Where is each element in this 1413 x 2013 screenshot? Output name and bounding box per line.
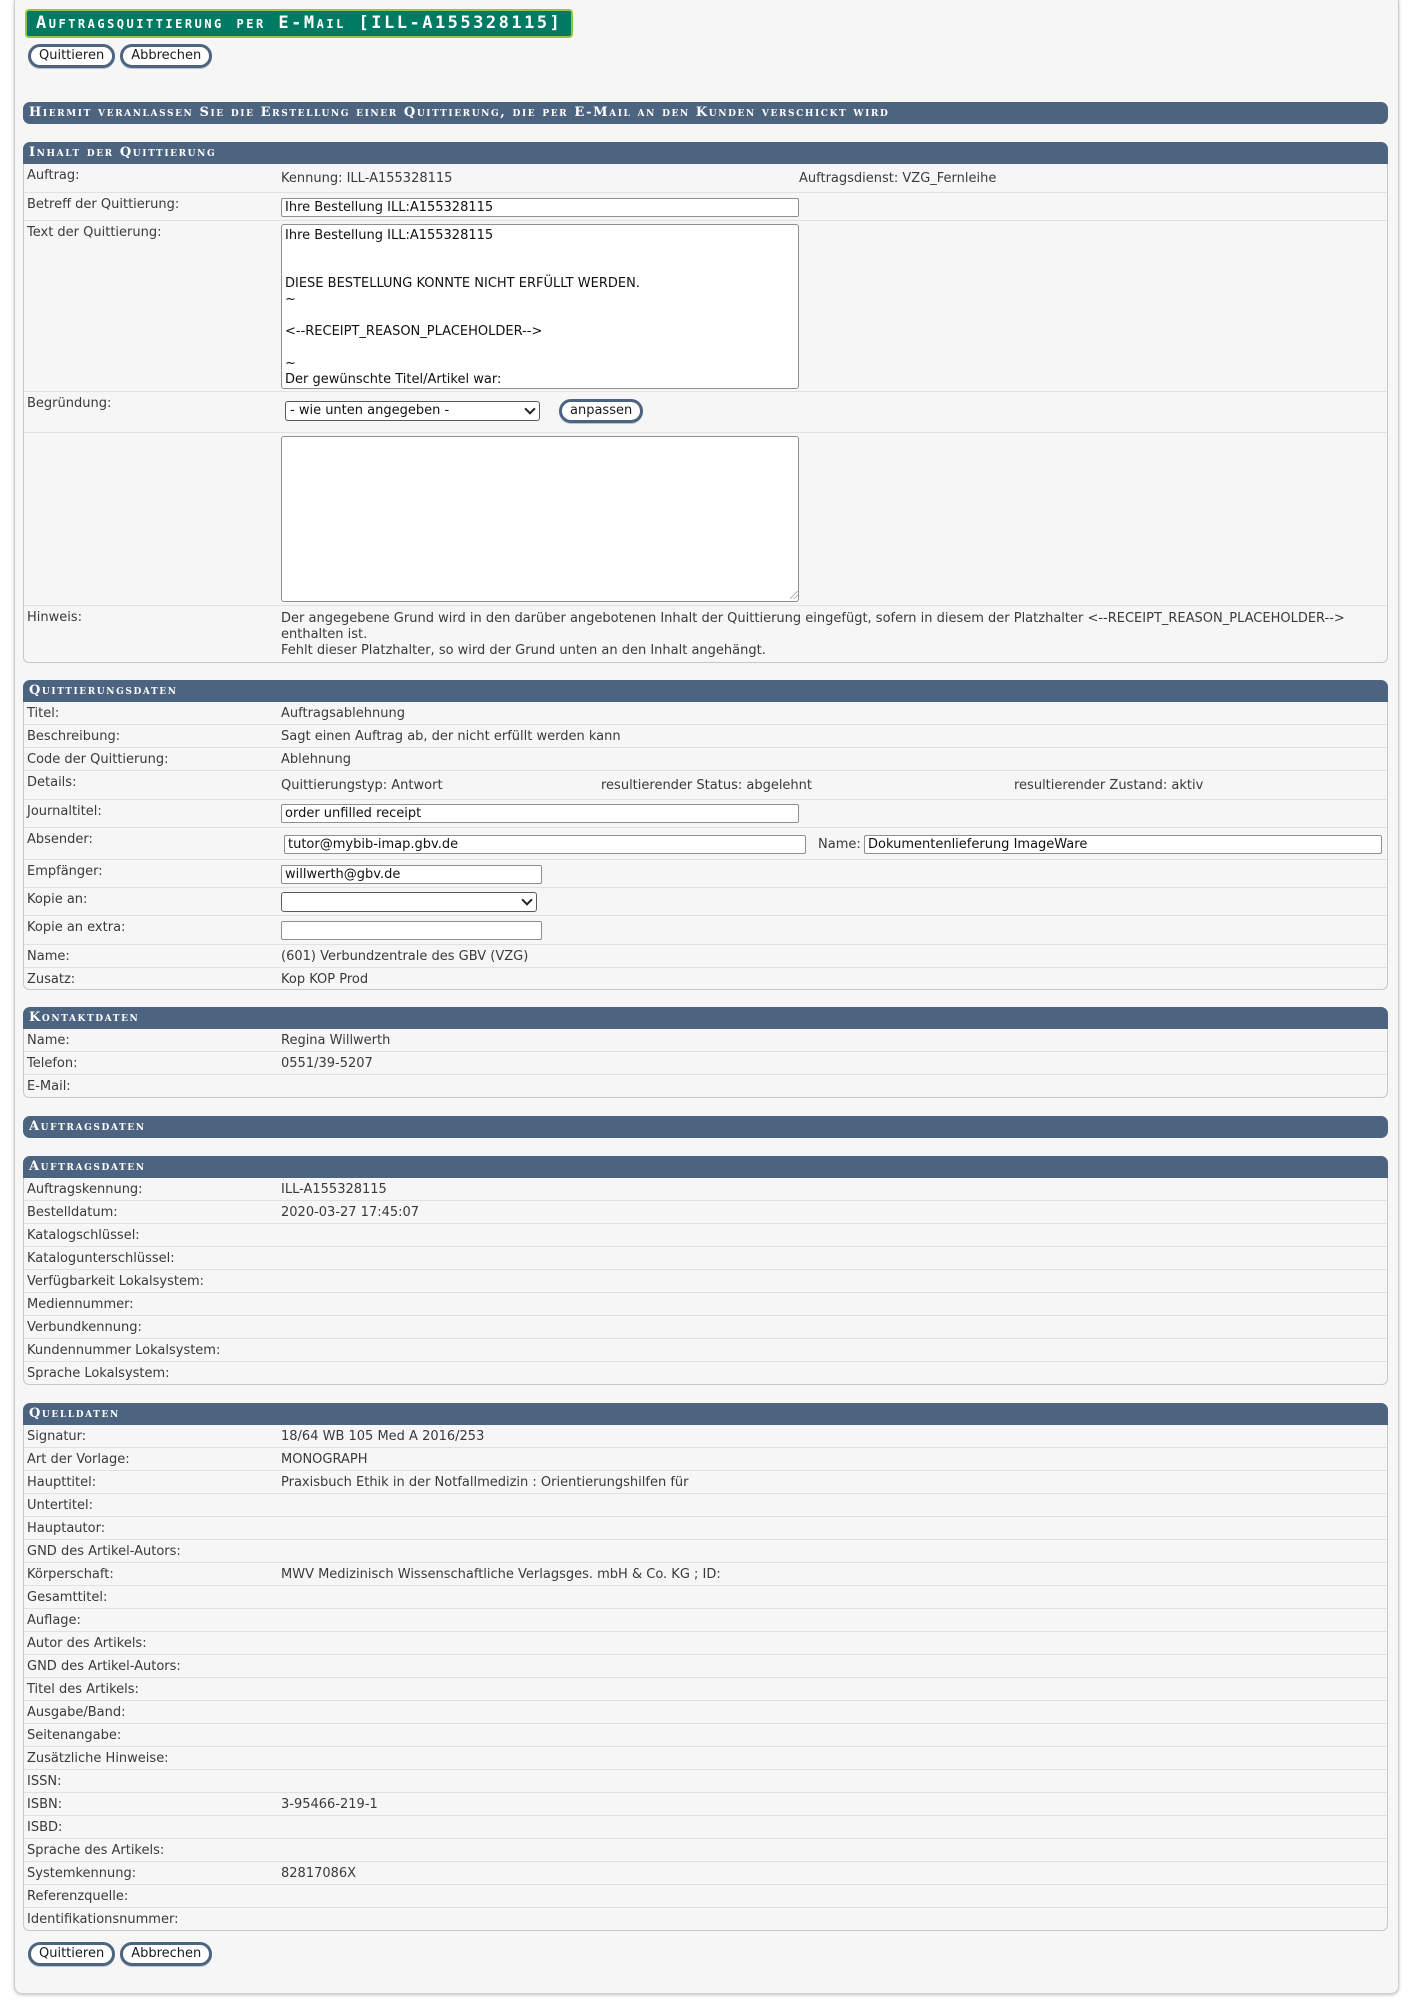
auftragsdienst-value: Auftragsdienst: VZG_Fernleihe xyxy=(799,171,997,186)
data-row xyxy=(24,1247,1387,1270)
row-label: Verfügbarkeit Lokalsystem: xyxy=(27,1274,204,1289)
begruendung-selected: - wie unten angegeben - xyxy=(290,403,450,418)
data-row xyxy=(24,702,1387,725)
intro-banner: Hiermit veranlassen Sie die Erstellung einer Quittierung, die per E-Mail an den Kunden verschickt wird xyxy=(23,102,1388,124)
row-label: GND des Artikel-Autors: xyxy=(27,1544,181,1559)
data-row xyxy=(24,1793,1387,1816)
data-row xyxy=(24,1052,1387,1075)
auftrag-row xyxy=(24,164,1387,193)
row-label: Seitenangabe: xyxy=(27,1728,122,1743)
begruendung-select[interactable] xyxy=(285,401,540,421)
row-value: 0551/39-5207 xyxy=(281,1056,373,1071)
cancel-button[interactable]: Abbrechen xyxy=(120,44,212,68)
zusatz-value: Kop KOP Prod xyxy=(281,972,369,987)
hinweis-line-2: enthalten ist. xyxy=(281,627,368,642)
hinweis-line-1: Der angegebene Grund wird in den darüber angebotenen Inhalt der Quittierung eingefügt, sofern in diesem der Platzhalter <--RECEIPT_REASON_PLACEHOLDER--> xyxy=(281,611,1345,626)
row-label: Mediennummer: xyxy=(27,1297,134,1312)
row-label: Titel des Artikels: xyxy=(27,1682,139,1697)
row-label: Katalogunterschlüssel: xyxy=(27,1251,175,1266)
betreff-row xyxy=(24,193,1387,221)
data-row xyxy=(24,1029,1387,1052)
name-label: Name: xyxy=(27,949,70,964)
row-value: Praxisbuch Ethik in der Notfallmedizin : Orientierungshilfen für xyxy=(281,1475,689,1490)
data-row xyxy=(24,1448,1387,1471)
data-row xyxy=(24,1724,1387,1747)
data-row xyxy=(24,1471,1387,1494)
absender-name-label: Name: xyxy=(818,837,861,852)
details-label: Details: xyxy=(27,775,77,790)
data-row xyxy=(24,1224,1387,1247)
empfaenger-row xyxy=(24,860,1387,888)
data-row xyxy=(24,748,1387,771)
data-row xyxy=(24,725,1387,748)
kopie-select[interactable] xyxy=(281,892,537,912)
section-heading-kontaktdaten: Kontaktdaten xyxy=(23,1007,1388,1029)
section-heading-auftragsdaten: Auftragsdaten xyxy=(23,1156,1388,1178)
begruendung-label: Begründung: xyxy=(27,396,112,411)
row-value: 2020-03-27 17:45:07 xyxy=(281,1205,420,1220)
section-heading-auftragsdaten-outer: Auftragsdaten xyxy=(23,1116,1388,1138)
absender-name-input[interactable]: Dokumentenlieferung ImageWare xyxy=(864,835,1382,854)
section-auftragsdaten xyxy=(23,1178,1388,1385)
hinweis-row xyxy=(24,606,1387,663)
begruendung-row xyxy=(24,392,1387,433)
hinweis-label: Hinweis: xyxy=(27,610,83,625)
kopie-extra-row xyxy=(24,916,1387,945)
section-kontaktdaten xyxy=(23,1029,1388,1098)
data-row xyxy=(24,1178,1387,1201)
row-label: Ausgabe/Band: xyxy=(27,1705,126,1720)
hinweis-line-3: Fehlt dieser Platzhalter, so wird der Grund unten an den Inhalt angehängt. xyxy=(281,643,766,658)
name-row xyxy=(24,945,1387,968)
journaltitel-input[interactable]: order unfilled receipt xyxy=(281,804,799,823)
confirm-button[interactable]: Quittieren xyxy=(28,44,115,68)
row-label: Identifikationsnummer: xyxy=(27,1912,179,1927)
text-label: Text der Quittierung: xyxy=(27,225,162,240)
row-label: Titel: xyxy=(27,706,60,721)
kopie-extra-input[interactable] xyxy=(281,921,542,940)
row-label: Telefon: xyxy=(27,1056,78,1071)
row-label: Kundennummer Lokalsystem: xyxy=(27,1343,221,1358)
row-label: Signatur: xyxy=(27,1429,87,1444)
journaltitel-label: Journaltitel: xyxy=(27,804,102,819)
row-value: Auftragsablehnung xyxy=(281,706,405,721)
name-value: (601) Verbundzentrale des GBV (VZG) xyxy=(281,949,529,964)
data-row xyxy=(24,1425,1387,1448)
row-label: Verbundkennung: xyxy=(27,1320,142,1335)
chevron-down-icon xyxy=(521,894,532,905)
data-row xyxy=(24,1862,1387,1885)
row-value: 18/64 WB 105 Med A 2016/253 xyxy=(281,1429,485,1444)
data-row xyxy=(24,1839,1387,1862)
data-row xyxy=(24,1908,1387,1930)
details-row xyxy=(24,771,1387,800)
row-label: Katalogschlüssel: xyxy=(27,1228,140,1243)
empfaenger-input[interactable]: willwerth@gbv.de xyxy=(281,865,542,884)
kopie-label: Kopie an: xyxy=(27,892,88,907)
row-label: Systemkennung: xyxy=(27,1866,137,1881)
section-heading-quelldaten: Quelldaten xyxy=(23,1403,1388,1425)
empfaenger-label: Empfänger: xyxy=(27,864,103,879)
row-label: Hauptautor: xyxy=(27,1521,106,1536)
absender-input[interactable]: tutor@mybib-imap.gbv.de xyxy=(284,835,806,854)
row-value: 3-95466-219-1 xyxy=(281,1797,378,1812)
row-label: Referenzquelle: xyxy=(27,1889,129,1904)
details-status: resultierender Status: abgelehnt xyxy=(601,778,813,793)
section-quelldaten xyxy=(23,1425,1388,1931)
row-label: Code der Quittierung: xyxy=(27,752,169,767)
details-typ: Quittierungstyp: Antwort xyxy=(281,778,443,793)
kopie-row xyxy=(24,888,1387,916)
row-label: Körperschaft: xyxy=(27,1567,114,1582)
row-label: Sprache Lokalsystem: xyxy=(27,1366,170,1381)
top-button-bar xyxy=(28,44,212,70)
row-label: ISBD: xyxy=(27,1820,63,1835)
absender-label: Absender: xyxy=(27,832,93,847)
reason-row xyxy=(24,433,1387,606)
data-row xyxy=(24,1563,1387,1586)
data-row xyxy=(24,1339,1387,1362)
data-row xyxy=(24,1362,1387,1384)
data-row xyxy=(24,1075,1387,1097)
adjust-button[interactable]: anpassen xyxy=(559,399,643,423)
data-row xyxy=(24,1632,1387,1655)
resize-handle-icon[interactable] xyxy=(790,591,798,599)
row-label: Name: xyxy=(27,1033,70,1048)
row-value: ILL-A155328115 xyxy=(281,1182,387,1197)
zusatz-label: Zusatz: xyxy=(27,972,76,987)
data-row xyxy=(24,1816,1387,1839)
data-row xyxy=(24,1609,1387,1632)
data-row xyxy=(24,1540,1387,1563)
data-row xyxy=(24,1316,1387,1339)
row-label: ISSN: xyxy=(27,1774,62,1789)
row-label: Haupttitel: xyxy=(27,1475,97,1490)
section-quittierungsdaten xyxy=(23,702,1388,990)
row-value: MONOGRAPH xyxy=(281,1452,368,1467)
zusatz-row xyxy=(24,968,1387,990)
data-row xyxy=(24,1770,1387,1793)
data-row xyxy=(24,1655,1387,1678)
data-row xyxy=(24,1517,1387,1540)
section-heading-inhalt: Inhalt der Quittierung xyxy=(23,142,1388,164)
absender-row xyxy=(24,828,1387,860)
data-row xyxy=(24,1293,1387,1316)
row-label: GND des Artikel-Autors: xyxy=(27,1659,181,1674)
data-row xyxy=(24,1701,1387,1724)
row-label: Gesamttitel: xyxy=(27,1590,108,1605)
row-value: MWV Medizinisch Wissenschaftliche Verlagsges. mbH & Co. KG ; ID: xyxy=(281,1567,721,1582)
text-row xyxy=(24,221,1387,392)
data-row xyxy=(24,1494,1387,1517)
auftrag-label: Auftrag: xyxy=(27,168,80,183)
row-label: Beschreibung: xyxy=(27,729,121,744)
row-label: Bestelldatum: xyxy=(27,1205,118,1220)
data-row xyxy=(24,1747,1387,1770)
page-frame xyxy=(14,0,1399,1994)
details-zustand: resultierender Zustand: aktiv xyxy=(1014,778,1204,793)
text-textarea[interactable]: Ihre Bestellung ILL:A155328115 DIESE BESTELLUNG KONNTE NICHT ERFÜLLT WERDEN. ~ <--RECEIPT_REASON_PLACEHOLDER--> ~ Der gewünschte Titel/Artikel war: xyxy=(281,224,799,389)
row-value: Ablehnung xyxy=(281,752,351,767)
row-label: Untertitel: xyxy=(27,1498,93,1513)
betreff-input[interactable]: Ihre Bestellung ILL:A155328115 xyxy=(281,198,799,217)
row-label: Sprache des Artikels: xyxy=(27,1843,165,1858)
page-title: Auftragsquittierung per E-Mail [ILL-A155328115] xyxy=(25,9,573,38)
bottom-button-bar xyxy=(28,1942,212,1968)
row-label: E-Mail: xyxy=(27,1079,71,1094)
kopie-extra-label: Kopie an extra: xyxy=(27,920,126,935)
section-inhalt xyxy=(23,164,1388,663)
row-label: ISBN: xyxy=(27,1797,63,1812)
data-row xyxy=(24,1885,1387,1908)
journaltitel-row xyxy=(24,800,1387,828)
row-label: Autor des Artikels: xyxy=(27,1636,147,1651)
row-value: 82817086X xyxy=(281,1866,357,1881)
data-row xyxy=(24,1201,1387,1224)
chevron-down-icon xyxy=(524,403,535,414)
kennung-value: Kennung: ILL-A155328115 xyxy=(281,171,453,186)
row-label: Auftragskennung: xyxy=(27,1182,143,1197)
reason-textarea[interactable] xyxy=(281,436,799,602)
row-value: Sagt einen Auftrag ab, der nicht erfüllt werden kann xyxy=(281,729,621,744)
section-heading-quittierungsdaten: Quittierungsdaten xyxy=(23,680,1388,702)
data-row xyxy=(24,1586,1387,1609)
row-label: Art der Vorlage: xyxy=(27,1452,130,1467)
row-value: Regina Willwerth xyxy=(281,1033,391,1048)
row-label: Auflage: xyxy=(27,1613,81,1628)
confirm-button[interactable]: Quittieren xyxy=(28,1942,115,1966)
data-row xyxy=(24,1270,1387,1293)
row-label: Zusätzliche Hinweise: xyxy=(27,1751,169,1766)
cancel-button[interactable]: Abbrechen xyxy=(120,1942,212,1966)
data-row xyxy=(24,1678,1387,1701)
betreff-label: Betreff der Quittierung: xyxy=(27,197,180,212)
